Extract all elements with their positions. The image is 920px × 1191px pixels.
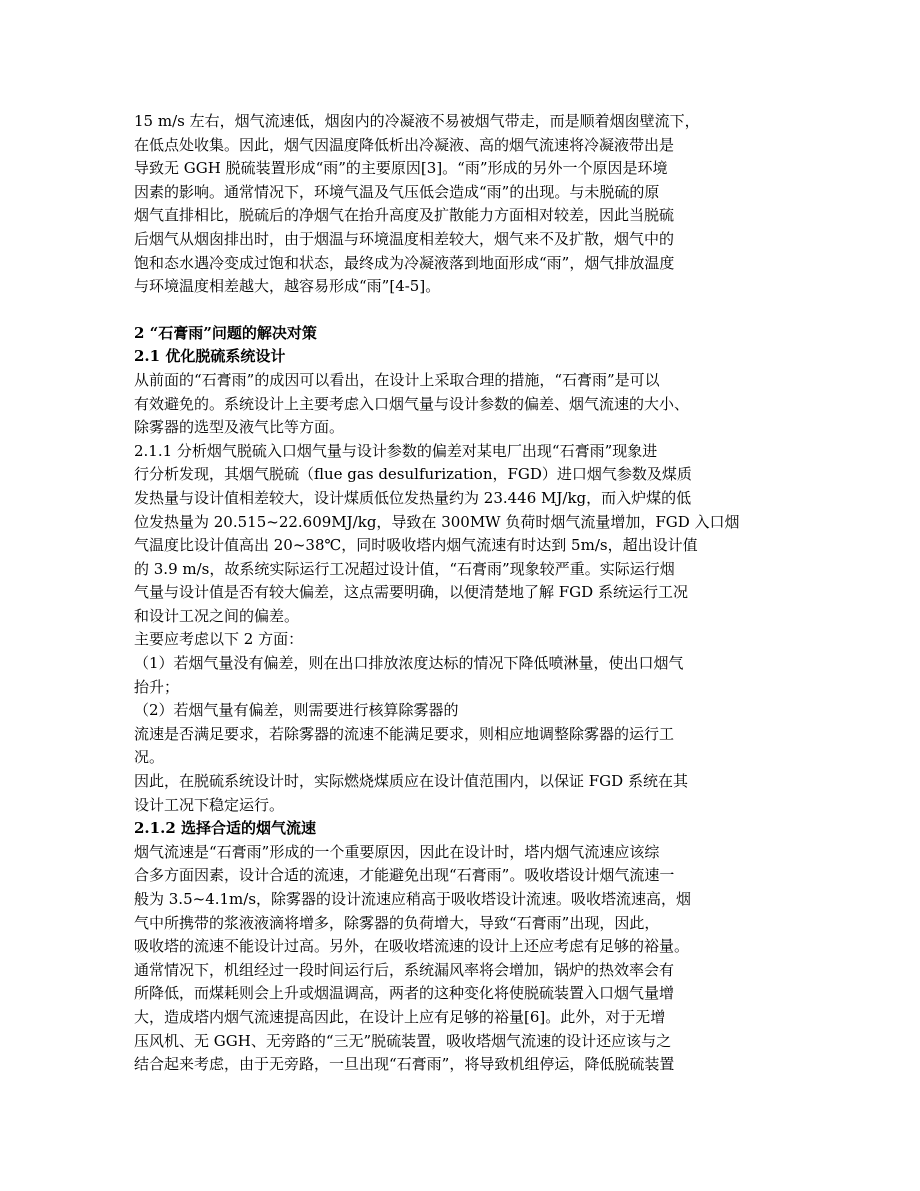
text-line: 般为 3.5~4.1m/s，除雾器的设计流速应稍高于吸收塔设计流速。吸收塔流速高，烟 [134, 890, 692, 908]
text-line: 行分析发现，其烟气脱硫（flue gas desulfurization，FGD）进口烟气参数及煤质 [134, 465, 692, 484]
text-line: 况。 [134, 748, 165, 767]
section-2-1-paragraph [134, 369, 802, 440]
text-line: 后烟气从烟囱排出时，由于烟温与环境温度相差较大，烟气来不及扩散，烟气中的 [134, 229, 675, 248]
section-2-1-1 [134, 440, 802, 818]
text-line: （1）若烟气量没有偏差，则在出口排放浓度达标的情况下降低喷淋量，使出口烟气 [134, 654, 684, 673]
subsection-heading: 2.1 优化脱硫系统设计 [134, 347, 286, 366]
text-line: 合多方面因素，设计合适的流速，才能避免出现“石膏雨”。吸收塔设计烟气流速一 [134, 866, 675, 885]
text-line: 流速是否满足要求，若除雾器的流速不能满足要求，则相应地调整除雾器的运行工 [134, 724, 675, 743]
text-line: 位发热量为 20.515~22.609MJ/kg，导致在 300MW 负荷时烟气流量增加，FGD 入口烟 [134, 512, 740, 531]
intro-paragraph [134, 110, 802, 299]
text-line: 的 3.9 m/s，故系统实际运行工况超过设计值，“石膏雨”现象较严重。实际运行烟 [134, 559, 675, 578]
text-line: 发热量与设计值相差较大，设计煤质低位发热量约为 23.446 MJ/kg，而入炉煤的低 [134, 488, 692, 507]
text-line: 大，造成塔内烟气流速提高因此，在设计上应有足够的裕量[6]。此外，对于无增 [134, 1007, 666, 1026]
section-heading: 2 “石膏雨”问题的解决对策 [134, 323, 317, 342]
section-2 [134, 322, 802, 440]
text-line: 在低点处收集。因此，烟气因温度降低析出冷凝液、高的烟气流速将冷凝液带出是 [134, 135, 675, 154]
text-line: 气中所携带的浆液液滴将增多，除雾器的负荷增大，导致“石膏雨”出现，因此， [134, 913, 660, 932]
text-line: 所降低，而煤耗则会上升或烟温调高，两者的这种变化将使脱硫装置入口烟气量增 [134, 984, 675, 1003]
text-line: 15 m/s 左右，烟气流速低，烟囱内的冷凝液不易被烟气带走，而是顺着烟囱壁流下， [134, 112, 700, 130]
section-gap [134, 299, 802, 322]
text-line: 气温度比设计值高出 20~38℃，同时吸收塔内烟气流速有时达到 5m/s，超出设计值 [134, 536, 698, 555]
text-line: 设计工况下稳定运行。 [134, 795, 285, 814]
text-line: 饱和态水遇冷变成过饱和状态，最终成为冷凝液落到地面形成“雨”，烟气排放温度 [134, 253, 675, 272]
text-line: 因此，在脱硫系统设计时，实际燃烧煤质应在设计值范围内，以保证 FGD 系统在其 [134, 772, 688, 791]
text-line: 吸收塔的流速不能设计过高。另外，在吸收塔流速的设计上还应考虑有足够的裕量。 [134, 937, 690, 956]
text-line: 和设计工况之间的偏差。 [134, 606, 300, 625]
section-2-1-2 [134, 817, 802, 1077]
text-line: 2.1.1 分析烟气脱硫入口烟气量与设计参数的偏差对某电厂出现“石膏雨”现象进 [134, 441, 658, 460]
section-2-1-2-paragraph [134, 841, 802, 1077]
text-line: 导致无 GGH 脱硫装置形成“雨”的主要原因[3]。“雨”形成的另外一个原因是环境 [134, 159, 668, 178]
subsection-heading: 2.1.2 选择合适的烟气流速 [134, 819, 316, 838]
text-line: 从前面的“石膏雨”的成因可以看出，在设计上采取合理的措施，“石膏雨”是可以 [134, 370, 660, 389]
text-line: 气量与设计值是否有较大偏差，这点需要明确，以便清楚地了解 FGD 系统运行工况 [134, 583, 688, 602]
document-page [134, 110, 802, 1077]
text-line: 有效避免的。系统设计上主要考虑入口烟气量与设计参数的偏差、烟气流速的大小、 [134, 394, 690, 413]
text-line: 与环境温度相差越大，越容易形成“雨”[4-5]。 [134, 277, 441, 296]
text-line: 通常情况下，机组经过一段时间运行后，系统漏风率将会增加，锅炉的热效率会有 [134, 960, 675, 979]
text-line: 抬升； [134, 677, 180, 696]
text-line: 烟气流速是“石膏雨”形成的一个重要原因，因此在设计时，塔内烟气流速应该综 [134, 842, 660, 861]
text-line: 结合起来考虑，由于无旁路，一旦出现“石膏雨”，将导致机组停运，降低脱硫装置 [134, 1055, 675, 1074]
text-line: 主要应考虑以下 2 方面： [134, 630, 304, 649]
text-line: 因素的影响。通常情况下，环境气温及气压低会造成“雨”的出现。与未脱硫的原 [134, 182, 660, 201]
text-line: 烟气直排相比，脱硫后的净烟气在抬升高度及扩散能力方面相对较差，因此当脱硫 [134, 206, 675, 225]
text-line: （2）若烟气量有偏差，则需要进行核算除雾器的 [134, 701, 459, 720]
text-line: 压风机、无 GGH、无旁路的“三无”脱硫装置，吸收塔烟气流速的设计还应该与之 [134, 1031, 672, 1050]
text-line: 除雾器的选型及液气比等方面。 [134, 418, 345, 437]
